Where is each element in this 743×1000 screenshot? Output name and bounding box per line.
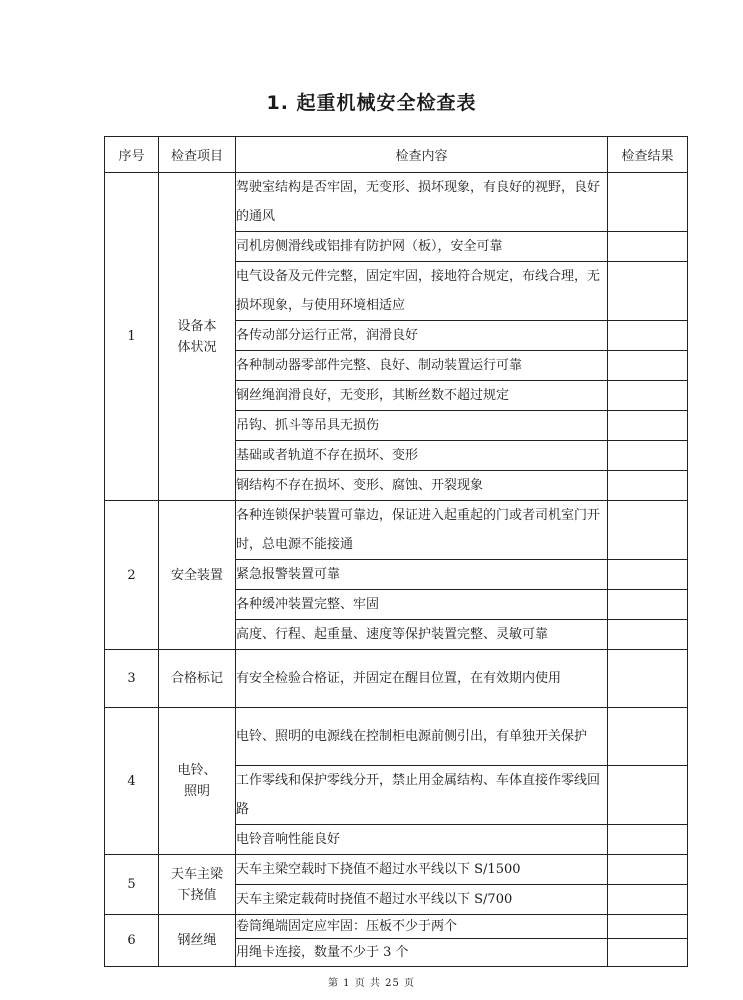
table-header-row bbox=[105, 137, 688, 173]
check-result-cell[interactable] bbox=[608, 766, 688, 825]
table-row bbox=[105, 173, 688, 232]
check-content: 高度、行程、起重量、速度等保护装置完整、灵敏可靠 bbox=[236, 620, 608, 650]
check-content: 基础或者轨道不存在损坏、变形 bbox=[236, 441, 608, 471]
check-content: 驾驶室结构是否牢固，无变形、损坏现象，有良好的视野，良好的通风 bbox=[236, 173, 608, 232]
check-content: 司机房侧滑线或铝排有防护网（板），安全可靠 bbox=[236, 232, 608, 262]
check-result-cell[interactable] bbox=[608, 351, 688, 381]
check-item-label: 设备本体状况 bbox=[177, 318, 217, 355]
row-seq-number: 3 bbox=[105, 650, 159, 708]
row-seq-number: 2 bbox=[105, 501, 159, 650]
check-content: 吊钩、抓斗等吊具无损伤 bbox=[236, 411, 608, 441]
check-content: 电气设备及元件完整，固定牢固，接地符合规定，布线合理，无损坏现象，与使用环境相适应 bbox=[236, 262, 608, 321]
check-content: 钢丝绳润滑良好，无变形，其断丝数不超过规定 bbox=[236, 381, 608, 411]
check-item-label: 电铃、照明 bbox=[177, 763, 217, 799]
check-item bbox=[159, 650, 236, 708]
check-content: 卷筒绳端固定应牢固：压板不少于两个 bbox=[236, 915, 608, 939]
table-row bbox=[105, 650, 688, 708]
check-item-label: 合格标记 bbox=[170, 671, 223, 686]
page-title: 1. 起重机械安全检查表 bbox=[266, 92, 477, 114]
header-content: 检查内容 bbox=[236, 137, 608, 173]
check-content: 天车主梁定载荷时挠值不超过水平线以下 S/700 bbox=[236, 885, 608, 915]
check-result-cell[interactable] bbox=[608, 620, 688, 650]
check-content: 有安全检验合格证，并固定在醒目位置，在有效期内使用 bbox=[236, 650, 608, 708]
check-item-label: 天车主梁下挠值 bbox=[171, 866, 224, 903]
check-item-label: 钢丝绳 bbox=[177, 933, 217, 948]
check-result-cell[interactable] bbox=[608, 321, 688, 351]
table-row bbox=[105, 501, 688, 560]
check-result-cell[interactable] bbox=[608, 560, 688, 590]
check-content: 工作零线和保护零线分开，禁止用金属结构、车体直接作零线回路 bbox=[236, 766, 608, 825]
row-seq-number: 4 bbox=[105, 708, 159, 855]
check-result-cell[interactable] bbox=[608, 501, 688, 560]
safety-checklist-table bbox=[104, 136, 688, 967]
check-result-cell[interactable] bbox=[608, 855, 688, 885]
row-seq-number: 1 bbox=[105, 173, 159, 501]
check-content: 钢结构不存在损坏、变形、腐蚀、开裂现象 bbox=[236, 471, 608, 501]
table-row bbox=[105, 855, 688, 885]
check-result-cell[interactable] bbox=[608, 915, 688, 939]
check-result-cell[interactable] bbox=[608, 173, 688, 232]
check-result-cell[interactable] bbox=[608, 471, 688, 501]
check-item bbox=[159, 855, 236, 915]
check-result-cell[interactable] bbox=[608, 232, 688, 262]
check-result-cell[interactable] bbox=[608, 411, 688, 441]
page-footer: 第 1 页 共 25 页 bbox=[328, 978, 415, 989]
check-item bbox=[159, 501, 236, 650]
table-row bbox=[105, 915, 688, 939]
header-item: 检查项目 bbox=[159, 137, 236, 173]
check-content: 紧急报警装置可靠 bbox=[236, 560, 608, 590]
header-result: 检查结果 bbox=[608, 137, 688, 173]
check-result-cell[interactable] bbox=[608, 650, 688, 708]
check-content: 电铃、照明的电源线在控制柜电源前侧引出，有单独开关保护 bbox=[236, 708, 608, 766]
table-body bbox=[105, 173, 688, 967]
check-item bbox=[159, 173, 236, 501]
check-content: 天车主梁空载时下挠值不超过水平线以下 S/1500 bbox=[236, 855, 608, 885]
check-item bbox=[159, 708, 236, 855]
row-seq-number: 6 bbox=[105, 915, 159, 967]
check-result-cell[interactable] bbox=[608, 885, 688, 915]
check-result-cell[interactable] bbox=[608, 262, 688, 321]
check-result-cell[interactable] bbox=[608, 441, 688, 471]
check-content: 各种制动器零部件完整、良好、制动装置运行可靠 bbox=[236, 351, 608, 381]
check-content: 各种缓冲装置完整、牢固 bbox=[236, 590, 608, 620]
check-item bbox=[159, 915, 236, 967]
check-item-label: 安全装置 bbox=[170, 567, 223, 583]
check-result-cell[interactable] bbox=[608, 708, 688, 766]
check-result-cell[interactable] bbox=[608, 825, 688, 855]
check-content: 各传动部分运行正常，润滑良好 bbox=[236, 321, 608, 351]
header-seq: 序号 bbox=[105, 137, 159, 173]
check-content: 用绳卡连接，数量不少于 3 个 bbox=[236, 939, 608, 967]
check-content: 各种连锁保护装置可靠边，保证进入起重起的门或者司机室门开时，总电源不能接通 bbox=[236, 501, 608, 560]
row-seq-number: 5 bbox=[105, 855, 159, 915]
check-result-cell[interactable] bbox=[608, 381, 688, 411]
table-row bbox=[105, 708, 688, 766]
check-result-cell[interactable] bbox=[608, 590, 688, 620]
check-content: 电铃音响性能良好 bbox=[236, 825, 608, 855]
check-result-cell[interactable] bbox=[608, 939, 688, 967]
